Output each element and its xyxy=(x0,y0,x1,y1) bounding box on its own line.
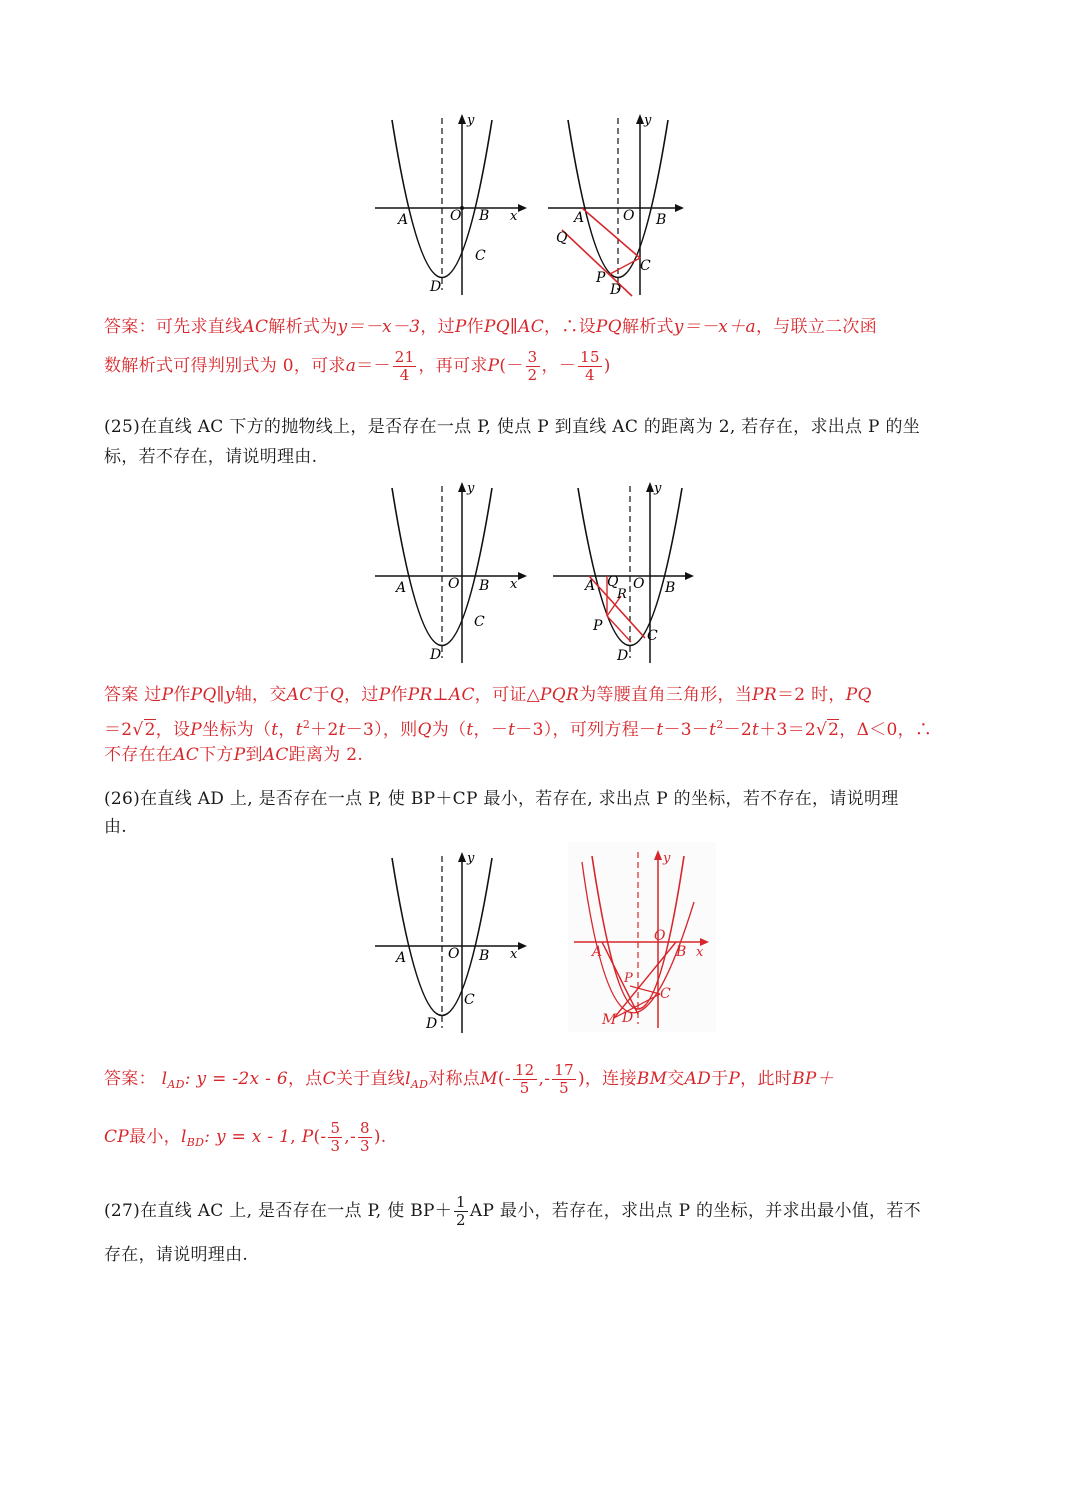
label-b: B xyxy=(665,580,676,596)
answer-text: ＝－ xyxy=(356,356,391,376)
label-a: A xyxy=(585,578,596,594)
denominator: 3 xyxy=(360,1137,370,1155)
answer-text: －2 xyxy=(723,720,753,740)
answer-text: y＝－x＋a xyxy=(673,317,756,337)
numerator: 5 xyxy=(330,1119,341,1137)
label-y: y xyxy=(654,481,662,496)
answer-text: C xyxy=(322,1069,336,1089)
answer-text: t xyxy=(709,720,717,740)
numerator: 21 xyxy=(394,348,415,366)
label-a: A xyxy=(396,950,407,966)
answer-text: PR⊥AC xyxy=(407,685,475,705)
sqrt-radicand: 2 xyxy=(144,720,156,740)
answer-text: ，－ xyxy=(473,720,509,740)
answer-text: PQ xyxy=(845,685,872,705)
answer-text: 到 xyxy=(245,745,263,765)
question-27-line-1 xyxy=(104,1190,984,1232)
question-text: (27)在直线 AC 上, 是否存在一点 P, 使 BP＋ xyxy=(104,1201,453,1221)
answer-text: ， xyxy=(278,720,296,740)
label-o: O xyxy=(448,576,460,592)
answer-text: ) xyxy=(603,356,611,376)
label-o: O xyxy=(450,208,462,224)
answer-text: －3－ xyxy=(663,720,710,740)
question-25-line-2: 标，若不存在，请说明理由. xyxy=(104,447,318,467)
answer-text: 最小， xyxy=(129,1127,181,1147)
answer-text: t xyxy=(295,720,303,740)
fraction xyxy=(454,1194,468,1229)
denominator: 4 xyxy=(399,366,410,384)
numerator: 3 xyxy=(527,348,538,366)
answer-text: ，与联立二次函 xyxy=(755,317,878,337)
answer-text: BM xyxy=(636,1069,668,1089)
superscript: 2 xyxy=(302,718,311,731)
subscript: AD xyxy=(167,1078,185,1091)
answer-text: BP＋ xyxy=(792,1069,834,1089)
answer-text: P xyxy=(233,745,246,765)
subscript: AD xyxy=(410,1078,429,1091)
answer-text: －3），可列方程－ xyxy=(515,720,657,740)
denominator: 5 xyxy=(519,1079,530,1097)
answer-text: 距离为 2. xyxy=(288,745,364,765)
answer-text: 解析式为 xyxy=(268,317,338,337)
answer-text: ，连接 xyxy=(584,1069,637,1089)
label-o: O xyxy=(633,576,645,592)
answer-text: : y = -2x - 6 xyxy=(184,1069,288,1089)
answer-text: 于 xyxy=(711,1069,729,1089)
numerator: 17 xyxy=(554,1061,574,1079)
label-c: C xyxy=(660,986,671,1002)
question-25-line-1: (25)在直线 AC 下方的抛物线上，是否存在一点 P, 使点 P 到直线 AC 的距离为 2, 若存在，求出点 P 的坐 xyxy=(104,417,921,437)
label-y: y xyxy=(467,851,475,866)
answer-text: P xyxy=(487,356,500,376)
answer-text: 数解析式可得判别式为 0，可求 xyxy=(104,356,346,376)
answer-text: 轴，交 xyxy=(234,685,287,705)
answer-24-line-1 xyxy=(104,312,984,342)
answer-text: PQ xyxy=(595,317,622,337)
label-x: x xyxy=(510,577,518,592)
answer-text: (- xyxy=(497,1069,511,1089)
answer-text: AC xyxy=(173,745,200,765)
answer-text: t xyxy=(508,720,516,740)
answer-text: ，Δ＜0，∴ xyxy=(839,720,933,740)
answer-text: 答案：可先求直线 xyxy=(104,317,243,337)
answer-text: ，点 xyxy=(287,1069,323,1089)
answer-text: 解析式 xyxy=(621,317,674,337)
question-26-line-2: 由. xyxy=(104,817,128,837)
label-d: D xyxy=(430,279,442,295)
answer-text: (- xyxy=(313,1127,327,1147)
answer-text: 下方 xyxy=(199,745,234,765)
answer-text: －3），则 xyxy=(345,720,418,740)
answer-text: ＋2 xyxy=(310,720,339,740)
label-q: Q xyxy=(607,574,619,590)
label-a: A xyxy=(396,580,407,596)
label-c: C xyxy=(464,992,475,1008)
answer-text: P xyxy=(190,720,203,740)
answer-text: (－ xyxy=(499,356,524,376)
label-b: B xyxy=(479,948,490,964)
label-y: y xyxy=(467,481,475,496)
answer-text: t xyxy=(338,720,346,740)
fraction xyxy=(358,1120,372,1155)
label-p: P xyxy=(593,618,603,634)
answer-25-line-1 xyxy=(104,680,984,710)
answer-text: Q xyxy=(329,685,345,705)
label-x: x xyxy=(510,209,518,224)
answer-text: 作 xyxy=(390,685,408,705)
answer-text: PQR xyxy=(540,685,580,705)
answer-text: ). xyxy=(373,1127,387,1147)
answer-text: P xyxy=(301,1127,314,1147)
numerator: 1 xyxy=(456,1193,466,1211)
answer-text: t xyxy=(752,720,760,740)
figure-3b-parabola-symmetric xyxy=(568,842,716,1032)
subscript: BD xyxy=(186,1136,205,1149)
fraction xyxy=(513,1062,537,1097)
answer-text: ,- xyxy=(538,1069,551,1089)
answer-text: t xyxy=(466,720,474,740)
answer-26-line-1 xyxy=(104,1056,984,1108)
answer-text: 不存在在 xyxy=(104,745,174,765)
label-a: A xyxy=(398,212,409,228)
denominator: 2 xyxy=(527,366,538,384)
answer-text: ，过 xyxy=(344,685,379,705)
question-text: AP 最小，若存在，求出点 P 的坐标，并求出最小值，若不 xyxy=(469,1201,921,1221)
answer-text: P xyxy=(728,1069,741,1089)
label-x: x xyxy=(696,945,704,960)
answer-text: 为（ xyxy=(431,720,467,740)
label-d: D xyxy=(426,1016,438,1032)
label-c: C xyxy=(474,614,485,630)
answer-text: ) xyxy=(577,1069,585,1089)
question-26-line-1: (26)在直线 AD 上, 是否存在一点 P, 使 BP＋CP 最小，若存在, 求出点 P 的坐标，若不存在，请说明理 xyxy=(104,789,899,809)
label-o: O xyxy=(448,946,460,962)
answer-25-line-2: ＝2√2，设P坐标为（t，$t^2+2t-3$），则Q为（t，－t－3），可列方程$-t-3-t^2-2t+3=2√2$，Δ＜0，∴ xyxy=(104,718,933,740)
answer-text: ，∴设 xyxy=(544,317,596,337)
answer-text: CP xyxy=(104,1127,130,1147)
answer-text: PQ∥y xyxy=(190,685,235,705)
label-b: B xyxy=(479,208,490,224)
numerator: 8 xyxy=(360,1119,370,1137)
answer-text: ＋3＝2 xyxy=(759,720,817,740)
answer-text: t xyxy=(271,720,279,740)
denominator: 3 xyxy=(330,1137,341,1155)
label-d: D xyxy=(617,648,629,664)
answer-text: ＝2 xyxy=(104,720,133,740)
numerator: 12 xyxy=(514,1061,535,1079)
figure-2a-parabola xyxy=(360,478,530,668)
label-p: P xyxy=(624,971,633,986)
answer-text: 为等腰直角三角形，当 xyxy=(579,685,753,705)
label-y: y xyxy=(467,113,475,128)
answer-text: PR xyxy=(752,685,777,705)
denominator: 2 xyxy=(456,1211,466,1229)
label-a: A xyxy=(574,210,585,226)
label-r: R xyxy=(617,587,627,602)
fraction xyxy=(393,349,417,384)
answer-text: ,- xyxy=(344,1127,357,1147)
answer-text: ，设 xyxy=(155,720,191,740)
answer-text: ，再可求 xyxy=(418,356,488,376)
answer-text: : y = x - 1 xyxy=(204,1127,291,1147)
answer-text: ，－ xyxy=(541,356,577,376)
label-b: B xyxy=(479,578,490,594)
answer-text: l xyxy=(405,1069,411,1089)
label-c: C xyxy=(640,258,651,274)
answer-text: ，过 xyxy=(420,317,455,337)
figure-2b-parabola-pqr xyxy=(545,478,705,668)
numerator: 15 xyxy=(580,348,600,366)
label-m: M xyxy=(602,1012,617,1028)
answer-text: AC xyxy=(262,745,289,765)
fraction xyxy=(526,349,540,384)
superscript: 2 xyxy=(716,718,724,731)
label-o: O xyxy=(654,928,666,944)
answer-text: AD xyxy=(684,1069,712,1089)
label-b: B xyxy=(676,944,687,960)
fraction xyxy=(578,349,602,384)
fraction xyxy=(552,1062,576,1097)
denominator: 4 xyxy=(585,366,595,384)
answer-text: l xyxy=(180,1127,187,1147)
answer-text: 坐标为（ xyxy=(202,720,272,740)
label-d: D xyxy=(622,1010,634,1026)
answer-text: P xyxy=(454,317,467,337)
label-c: C xyxy=(647,628,658,644)
label-o: O xyxy=(623,208,635,224)
figure-3a-parabola xyxy=(360,848,530,1038)
answer-text: ，可证△ xyxy=(474,685,541,705)
label-d: D xyxy=(430,647,442,663)
answer-24-line-2 xyxy=(104,346,984,386)
answer-text: 于 xyxy=(312,685,330,705)
answer-text: ，此时 xyxy=(740,1069,793,1089)
label-b: B xyxy=(656,212,667,228)
figure-1b-parabola-pq xyxy=(540,110,690,300)
label-y: y xyxy=(644,113,652,128)
answer-text: a xyxy=(345,356,357,376)
answer-text: AC xyxy=(242,317,269,337)
answer-text: P xyxy=(378,685,391,705)
answer-text: ＝2 时， xyxy=(776,685,846,705)
label-y: y xyxy=(663,851,671,866)
answer-text: l xyxy=(161,1069,168,1089)
label-c: C xyxy=(475,248,486,264)
denominator: 5 xyxy=(559,1079,570,1097)
label-d: D xyxy=(610,282,622,298)
label-x: x xyxy=(510,947,518,962)
answer-26-line-2 xyxy=(104,1114,984,1166)
answer-text: 作 xyxy=(466,317,484,337)
figure-1a-parabola xyxy=(360,110,530,300)
answer-text: 答案 过 xyxy=(104,685,162,705)
answer-text: y＝－x－3 xyxy=(337,317,421,337)
answer-text: 对称点 xyxy=(428,1069,481,1089)
label-a: A xyxy=(592,944,603,960)
fraction xyxy=(328,1120,342,1155)
answer-text: PQ∥AC xyxy=(483,317,544,337)
label-p: P xyxy=(596,270,606,286)
answer-text: 关于直线 xyxy=(335,1069,406,1089)
answer-25-line-3 xyxy=(104,740,984,770)
answer-text: 交 xyxy=(667,1069,685,1089)
answer-text: M xyxy=(480,1069,498,1089)
label-q: Q xyxy=(556,230,568,246)
answer-text: 答案： xyxy=(104,1069,156,1089)
answer-text: 作 xyxy=(173,685,191,705)
answer-text: Q xyxy=(417,720,432,740)
sqrt-radicand: 2 xyxy=(828,720,840,740)
answer-text: AC xyxy=(286,685,313,705)
answer-text: P xyxy=(161,685,174,705)
question-27-line-2: 存在，请说明理由. xyxy=(104,1245,249,1265)
answer-text: t xyxy=(656,720,664,740)
answer-text: , xyxy=(290,1127,296,1147)
